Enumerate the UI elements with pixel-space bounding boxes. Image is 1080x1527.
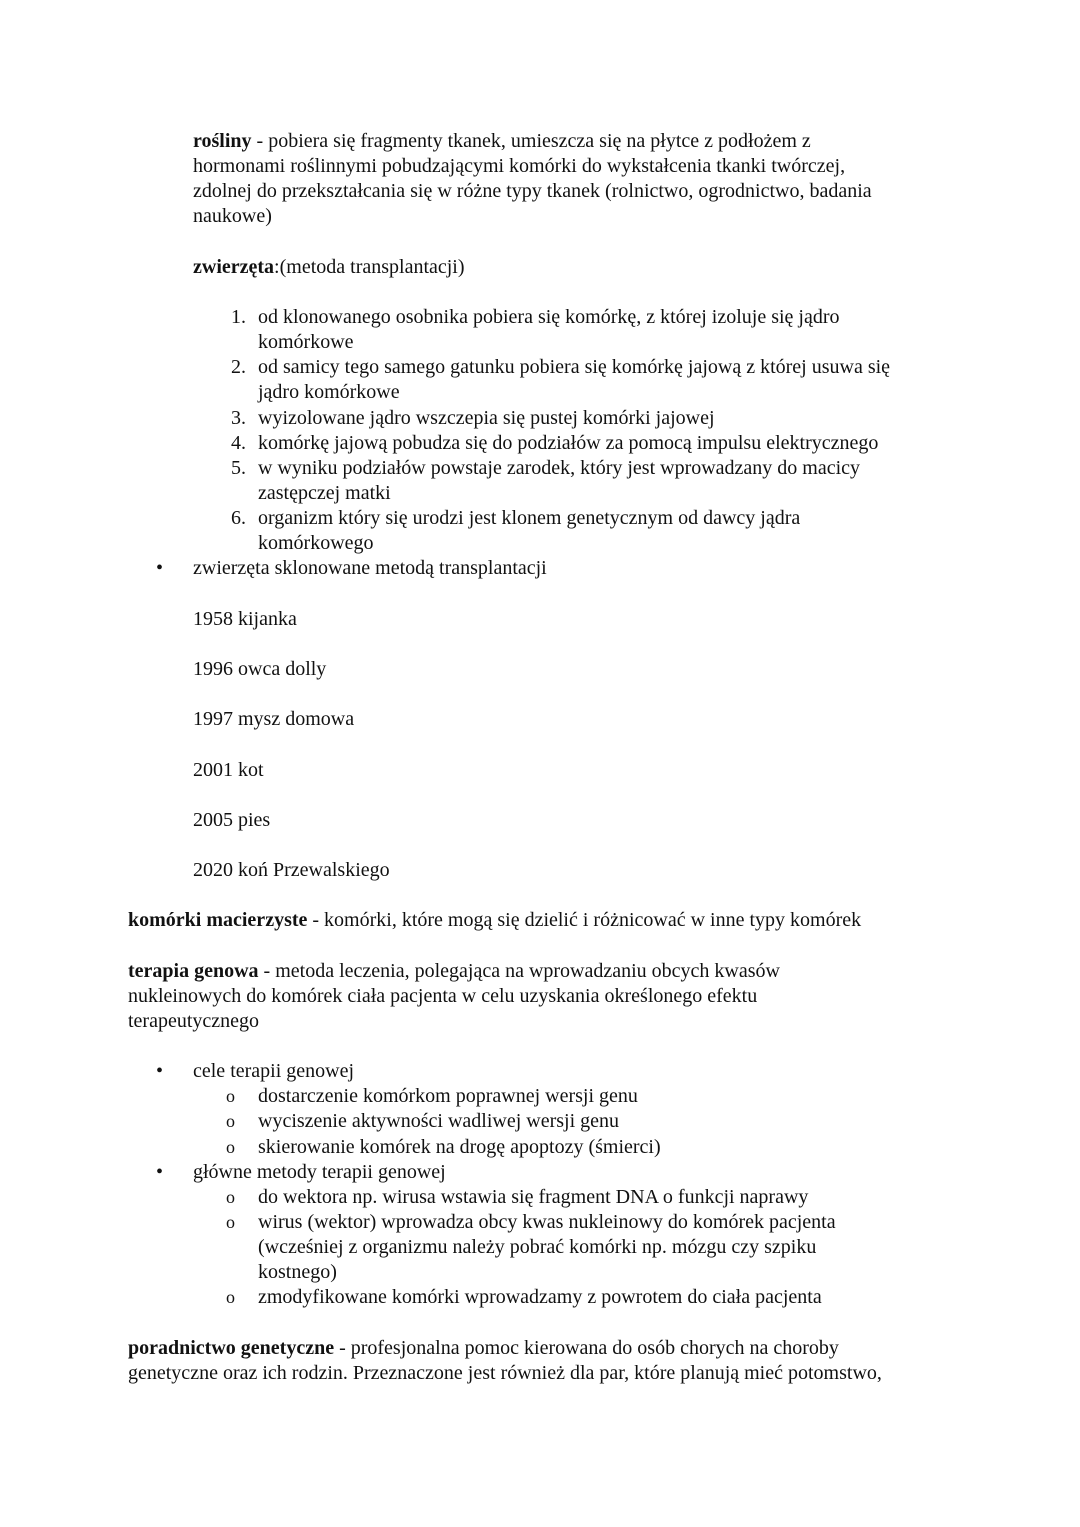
circle-bullet-icon: o xyxy=(226,1287,235,1308)
genetic-counseling-definition-term: poradnictwo genetyczne xyxy=(128,1336,335,1359)
step-text: zastępczej matki xyxy=(258,481,391,504)
step-number: 1. xyxy=(231,305,246,328)
sub-item xyxy=(0,1260,1080,1285)
step-text: komórkowego xyxy=(258,532,374,555)
sub-item-text: kostnego) xyxy=(258,1261,337,1284)
step-item xyxy=(0,330,1080,355)
animals-heading-term: zwierzęta xyxy=(193,255,275,278)
step-item xyxy=(0,531,1080,556)
gene-therapy-definition-term: terapia genowa xyxy=(128,959,259,982)
sub-item xyxy=(0,1235,1080,1260)
cloned-item: 1997 mysz domowa xyxy=(193,708,355,731)
sub-item-text: (wcześniej z organizmu należy pobrać komórki np. mózgu czy szpiku xyxy=(258,1236,817,1259)
sub-item-text: wirus (wektor) wprowadza obcy kwas nukleinowy do komórek pacjenta xyxy=(258,1211,836,1234)
sub-item xyxy=(0,1135,1080,1160)
step-number: 2. xyxy=(231,356,246,379)
cloned-item: 2001 kot xyxy=(193,758,264,781)
animals-heading xyxy=(0,255,1080,280)
step-item xyxy=(0,406,1080,431)
step-text: komórkowe xyxy=(258,331,354,354)
document-body xyxy=(0,129,1080,1386)
step-text: wyizolowane jądro wszczepia się pustej komórki jajowej xyxy=(258,406,715,429)
step-number: 6. xyxy=(231,507,246,530)
step-item xyxy=(0,355,1080,380)
cloned-bullet xyxy=(0,556,1080,581)
genetic-counseling-definition xyxy=(0,1336,1080,1361)
bullet-icon: • xyxy=(156,557,164,580)
plants-definition-text: - pobiera się fragmenty tkanek, umieszcza się na płytce z podłożem z xyxy=(251,130,811,152)
step-number: 5. xyxy=(231,456,246,479)
bullet-text: cele terapii genowej xyxy=(193,1060,355,1083)
circle-bullet-icon: o xyxy=(226,1111,235,1132)
gene-therapy-line: terapeutycznego xyxy=(128,1009,260,1032)
sub-item-text: wyciszenie aktywności wadliwej wersji genu xyxy=(258,1110,620,1133)
sub-item-text: skierowanie komórek na drogę apoptozy (śmierci) xyxy=(258,1135,661,1158)
sub-item-text: zmodyfikowane komórki wprowadzamy z powrotem do ciała pacjenta xyxy=(258,1286,822,1309)
step-number: 3. xyxy=(231,406,246,429)
sub-item xyxy=(0,1210,1080,1235)
list-bullet xyxy=(0,1059,1080,1084)
gene-therapy-line: nukleinowych do komórek ciała pacjenta w celu uzyskania określonego efektu xyxy=(128,984,758,1007)
bullet-icon: • xyxy=(156,1160,164,1183)
stem-cells-definition-text: - komórki, które mogą się dzielić i różnicować w inne typy komórek xyxy=(307,909,862,932)
step-text: od klonowanego osobnika pobiera się komórkę, z której izoluje się jądro xyxy=(258,305,840,328)
step-number: 4. xyxy=(231,431,246,454)
genetic-counseling-definition-text: - profesjonalna pomoc kierowana do osób chorych na choroby xyxy=(334,1336,839,1359)
plants-definition-line: zdolnej do przekształcania się w różne typy tkanek (rolnictwo, ogrodnictwo, badania xyxy=(193,180,872,203)
step-item xyxy=(0,456,1080,481)
step-text: w wyniku podziałów powstaje zarodek, który jest wprowadzany do macicy xyxy=(258,456,861,479)
plants-definition-line: naukowe) xyxy=(193,205,272,228)
step-item xyxy=(0,305,1080,330)
animals-heading-text: :(metoda transplantacji) xyxy=(274,255,465,278)
list-bullet xyxy=(0,1160,1080,1185)
step-item xyxy=(0,431,1080,456)
sub-item xyxy=(0,1084,1080,1109)
step-text: jądro komórkowe xyxy=(258,381,400,404)
step-text: organizm który się urodzi jest klonem genetycznym od dawcy jądra xyxy=(258,507,801,530)
cloned-item: 1996 owca dolly xyxy=(193,657,327,680)
plants-definition-term: rośliny xyxy=(193,130,252,152)
circle-bullet-icon: o xyxy=(226,1186,235,1207)
circle-bullet-icon: o xyxy=(226,1212,235,1233)
step-item xyxy=(0,380,1080,405)
cloned-item: 2020 koń Przewalskiego xyxy=(193,859,390,882)
plants-definition xyxy=(0,129,1080,154)
step-text: od samicy tego samego gatunku pobiera się komórkę jajową z której usuwa się xyxy=(258,356,891,379)
step-text: komórkę jajową pobudza się do podziałów za pomocą impulsu elektrycznego xyxy=(258,431,879,454)
sub-item xyxy=(0,1109,1080,1134)
stem-cells-definition-term: komórki macierzyste xyxy=(128,909,308,932)
gene-therapy-definition-text: - metoda leczenia, polegająca na wprowadzaniu obcych kwasów xyxy=(258,959,780,982)
cloned-item: 2005 pies xyxy=(193,808,271,831)
sub-item-text: dostarczenie komórkom poprawnej wersji genu xyxy=(258,1085,638,1108)
stem-cells-definition xyxy=(0,908,1080,933)
bullet-text: główne metody terapii genowej xyxy=(193,1160,446,1183)
step-item xyxy=(0,506,1080,531)
genetic-counseling-line: genetyczne oraz ich rodzin. Przeznaczone jest również dla par, które planują mieć potomstwo, xyxy=(128,1361,882,1384)
sub-item xyxy=(0,1285,1080,1310)
gene-therapy-definition xyxy=(0,959,1080,984)
sub-item-text: do wektora np. wirusa wstawia się fragment DNA o funkcji naprawy xyxy=(258,1185,809,1208)
sub-item xyxy=(0,1185,1080,1210)
circle-bullet-icon: o xyxy=(226,1086,235,1107)
cloned-item: 1958 kijanka xyxy=(193,607,297,630)
circle-bullet-icon: o xyxy=(226,1136,235,1157)
plants-definition-line: hormonami roślinnymi pobudzającymi komórki do wykstałcenia tkanki twórczej, xyxy=(193,155,846,178)
step-item xyxy=(0,481,1080,506)
bullet-icon: • xyxy=(156,1060,164,1083)
cloned-title: zwierzęta sklonowane metodą transplantacji xyxy=(193,557,547,580)
